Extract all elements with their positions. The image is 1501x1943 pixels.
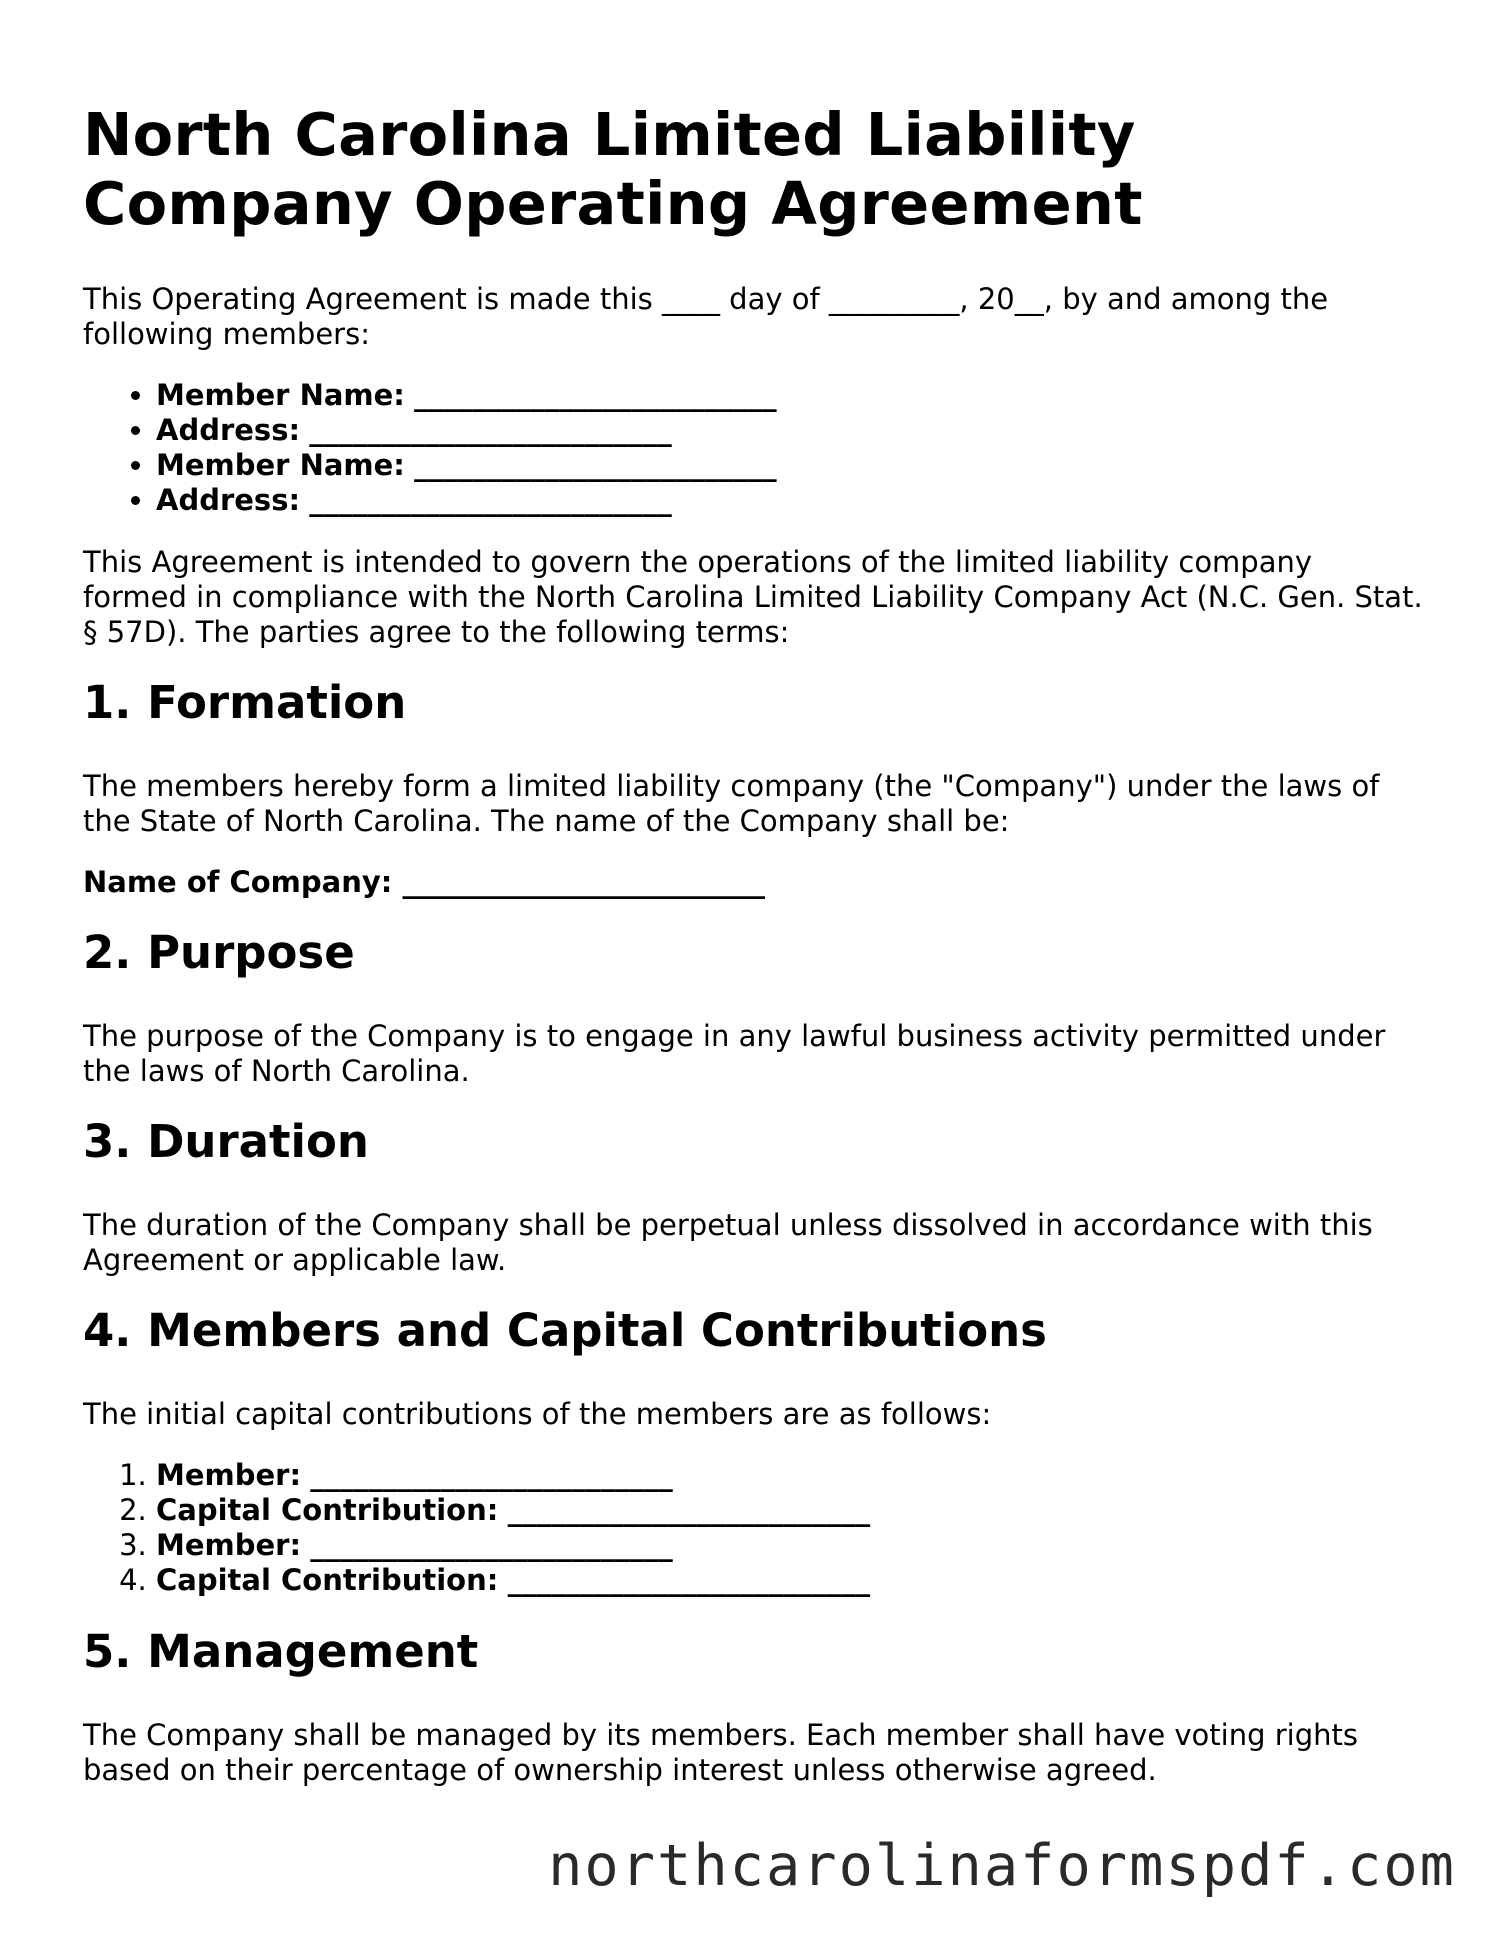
list-item <box>156 1493 1423 1528</box>
member-name-blank: _________________________ <box>414 378 777 412</box>
address-label: Address: <box>156 483 301 517</box>
duration-paragraph: The duration of the Company shall be perpetual unless dissolved in accordance with this Agreement or applicable law. <box>83 1208 1373 1277</box>
capital-contribution-label: Capital Contribution: <box>156 1563 499 1597</box>
section-heading-management: 5. Management <box>83 1625 479 1678</box>
section-heading-purpose: 2. Purpose <box>83 926 355 979</box>
company-name-line <box>83 865 1423 900</box>
address-blank: _________________________ <box>309 413 672 447</box>
list-item <box>156 1563 1423 1598</box>
list-item <box>156 378 1423 413</box>
section-heading-formation: 1. Formation <box>83 676 407 729</box>
list-item <box>156 483 1423 518</box>
member-label: Member: <box>156 1458 302 1492</box>
member-blank: _________________________ <box>310 1528 673 1562</box>
list-item <box>156 1458 1423 1493</box>
contribution-list <box>83 1458 1423 1598</box>
list-item <box>156 413 1423 448</box>
list-item <box>156 1528 1423 1563</box>
intro-paragraph: This Operating Agreement is made this ____ day of _________, 20__, by and among the following members: <box>83 282 1329 351</box>
member-name-label: Member Name: <box>156 378 405 412</box>
member-label: Member: <box>156 1528 302 1562</box>
company-name-blank: _________________________ <box>402 865 765 899</box>
list-item <box>156 448 1423 483</box>
capital-paragraph: The initial capital contributions of the members are as follows: <box>83 1397 992 1431</box>
capital-contribution-blank: _________________________ <box>507 1493 871 1527</box>
management-paragraph: The Company shall be managed by its members. Each member shall have voting rights based on their percentage of ownership interest unless otherwise agreed. <box>83 1718 1358 1787</box>
member-blank: _________________________ <box>310 1458 673 1492</box>
address-label: Address: <box>156 413 301 447</box>
capital-contribution-blank: _________________________ <box>507 1563 871 1597</box>
member-list <box>83 378 1423 518</box>
address-blank: _________________________ <box>309 483 672 517</box>
company-name-label: Name of Company: <box>83 865 393 899</box>
governing-paragraph: This Agreement is intended to govern the operations of the limited liability company formed in compliance with the North Carolina Limited Liability Company Act (N.C. Gen. Stat. § 57D). The parties agree to the following terms: <box>83 545 1423 649</box>
formation-paragraph: The members hereby form a limited liability company (the "Company") under the laws of the State of North Carolina. The name of the Company shall be: <box>83 769 1380 838</box>
member-name-blank: _________________________ <box>414 448 777 482</box>
purpose-paragraph: The purpose of the Company is to engage in any lawful business activity permitted under the laws of North Carolina. <box>83 1019 1386 1088</box>
document-page <box>83 100 1423 1788</box>
member-name-label: Member Name: <box>156 448 405 482</box>
section-heading-capital: 4. Members and Capital Contributions <box>83 1304 1047 1357</box>
capital-contribution-label: Capital Contribution: <box>156 1493 499 1527</box>
watermark-text: northcarolinaformspdf.com <box>548 1833 1456 1899</box>
section-heading-duration: 3. Duration <box>83 1115 369 1168</box>
document-title: North Carolina Limited Liability Company Operating Agreement <box>83 100 1143 238</box>
